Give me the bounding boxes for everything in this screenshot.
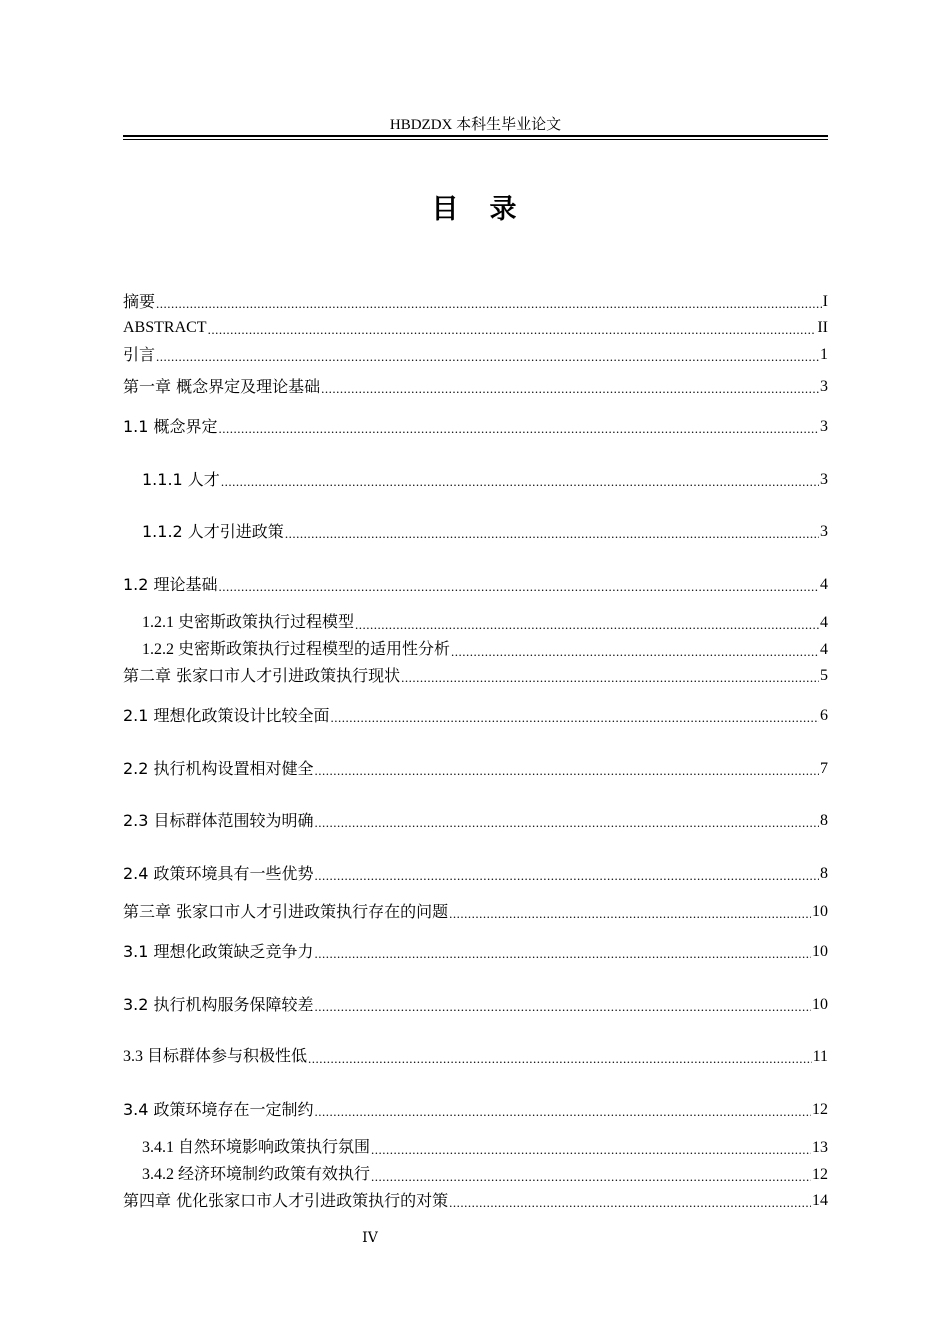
toc-entry-page: 10 [812, 996, 828, 1013]
toc-entry-page: 3 [820, 418, 828, 435]
toc-leader-dots [449, 905, 811, 923]
toc-entry-label: 1.2 理论基础 [123, 575, 218, 594]
toc-leader-dots [355, 616, 819, 634]
toc-entry-page: 1 [820, 346, 828, 363]
toc-entry-page: 8 [820, 812, 828, 829]
toc-entry-label: 第一章 概念界定及理论基础 [123, 377, 321, 396]
toc-entry-page: II [817, 319, 828, 336]
toc-entry-page: 3 [820, 523, 828, 540]
toc-entry-page: 7 [820, 760, 828, 777]
toc-entry-section-1-2[interactable] [123, 574, 828, 596]
toc-entry-chapter-2[interactable] [123, 665, 828, 687]
toc-entry-section-1-1[interactable] [123, 416, 828, 438]
toc-entry-section-2-3[interactable] [123, 810, 828, 832]
toc-entry-page: 5 [820, 667, 828, 684]
toc-entry-page: 12 [812, 1166, 828, 1183]
toc-entry-page: 4 [820, 576, 828, 593]
toc-entry-label: 1.2.1 史密斯政策执行过程模型 [142, 614, 355, 631]
toc-entry-label: 第三章 张家口市人才引进政策执行存在的问题 [123, 902, 449, 921]
toc-leader-dots [315, 762, 819, 780]
toc-entry-page: I [822, 293, 828, 310]
running-header: HBDZDX 本科生毕业论文 [389, 117, 562, 133]
toc-entry-label: 1.1.1 人才 [142, 470, 220, 489]
toc-entry-label: ABSTRACT [123, 319, 207, 336]
toc-entry-label: 1.1.2 人才引进政策 [142, 522, 284, 541]
toc-leader-dots [221, 473, 819, 491]
toc-entry-section-1-1-1[interactable] [142, 469, 828, 491]
toc-entry-section-3-4-2[interactable] [142, 1164, 828, 1186]
toc-entry-section-3-4-1[interactable] [142, 1137, 828, 1159]
toc-leader-dots [449, 1194, 811, 1212]
toc-leader-dots [308, 1050, 812, 1068]
toc-entry-label: 摘要 [123, 292, 156, 311]
toc-leader-dots [321, 380, 819, 398]
toc-entry-section-2-1[interactable] [123, 705, 828, 727]
toc-entry-section-2-4[interactable] [123, 863, 828, 885]
toc-entry-label: 1.1 概念界定 [123, 417, 218, 436]
toc-entry-page: 12 [812, 1101, 828, 1118]
toc-leader-dots [371, 1168, 811, 1186]
toc-leader-dots [315, 1103, 811, 1121]
toc-entry-label: 1.2.2 史密斯政策执行过程模型的适用性分析 [142, 641, 451, 658]
toc-entry-label: 3.4.2 经济环境制约政策有效执行 [142, 1166, 371, 1183]
toc-entry-chapter-4[interactable] [123, 1190, 828, 1212]
toc-entry-page: 11 [812, 1048, 828, 1065]
page-number: IV [362, 1230, 378, 1246]
toc-entry-abstract-cn[interactable] [123, 291, 828, 313]
toc-leader-dots [331, 709, 819, 727]
toc-entry-page: 3 [820, 471, 828, 488]
toc-leader-dots [208, 321, 817, 339]
toc-entry-page: 6 [820, 707, 828, 724]
toc-leader-dots [315, 867, 819, 885]
header-rule-thick [123, 135, 828, 137]
toc-entry-label: 2.1 理想化政策设计比较全面 [123, 706, 330, 725]
toc-entry-page: 3 [820, 378, 828, 395]
toc-leader-dots [401, 669, 819, 687]
toc-entry-label: 3.3 目标群体参与积极性低 [123, 1048, 308, 1065]
toc-entry-label: 3.1 理想化政策缺乏竞争力 [123, 942, 314, 961]
toc-entry-label: 第二章 张家口市人才引进政策执行现状 [123, 666, 401, 685]
header-rule-thin [123, 139, 828, 140]
page-title: 目 录 [431, 194, 519, 225]
toc-entry-page: 13 [812, 1139, 828, 1156]
toc-entry-chapter-3[interactable] [123, 901, 828, 923]
toc-entry-introduction[interactable] [123, 344, 828, 366]
toc-entry-label: 第四章 优化张家口市人才引进政策执行的对策 [123, 1191, 449, 1210]
toc-entry-label: 2.2 执行机构设置相对健全 [123, 759, 314, 778]
toc-entry-page: 10 [812, 903, 828, 920]
toc-entry-page: 4 [820, 614, 828, 631]
toc-entry-page: 10 [812, 943, 828, 960]
toc-leader-dots [315, 945, 811, 963]
toc-entry-label: 2.4 政策环境具有一些优势 [123, 864, 314, 883]
toc-entry-section-3-2[interactable] [123, 994, 828, 1016]
toc-leader-dots [219, 578, 819, 596]
toc-entry-label: 引言 [123, 345, 156, 364]
toc-entry-label: 3.4 政策环境存在一定制约 [123, 1100, 314, 1119]
toc-leader-dots [371, 1141, 811, 1159]
toc-leader-dots [451, 643, 819, 661]
toc-entry-section-2-2[interactable] [123, 758, 828, 780]
toc-leader-dots [315, 998, 811, 1016]
toc-entry-chapter-1[interactable] [123, 376, 828, 398]
toc-leader-dots [156, 348, 819, 366]
toc-entry-abstract-en[interactable] [123, 317, 828, 339]
toc-leader-dots [285, 525, 819, 543]
toc-entry-section-3-3[interactable] [123, 1046, 828, 1068]
toc-entry-label: 2.3 目标群体范围较为明确 [123, 811, 314, 830]
toc-entry-section-1-1-2[interactable] [142, 521, 828, 543]
toc-leader-dots [315, 814, 819, 832]
toc-leader-dots [156, 295, 822, 313]
toc-entry-page: 4 [820, 641, 828, 658]
toc-entry-section-1-2-1[interactable] [142, 612, 828, 634]
toc-entry-section-3-4[interactable] [123, 1099, 828, 1121]
toc-entry-page: 8 [820, 865, 828, 882]
toc-entry-section-3-1[interactable] [123, 941, 828, 963]
toc-entry-section-1-2-2[interactable] [142, 639, 828, 661]
toc-entry-label: 3.4.1 自然环境影响政策执行氛围 [142, 1139, 371, 1156]
toc-entry-page: 14 [812, 1192, 828, 1209]
toc-entry-label: 3.2 执行机构服务保障较差 [123, 995, 314, 1014]
toc-leader-dots [219, 420, 819, 438]
